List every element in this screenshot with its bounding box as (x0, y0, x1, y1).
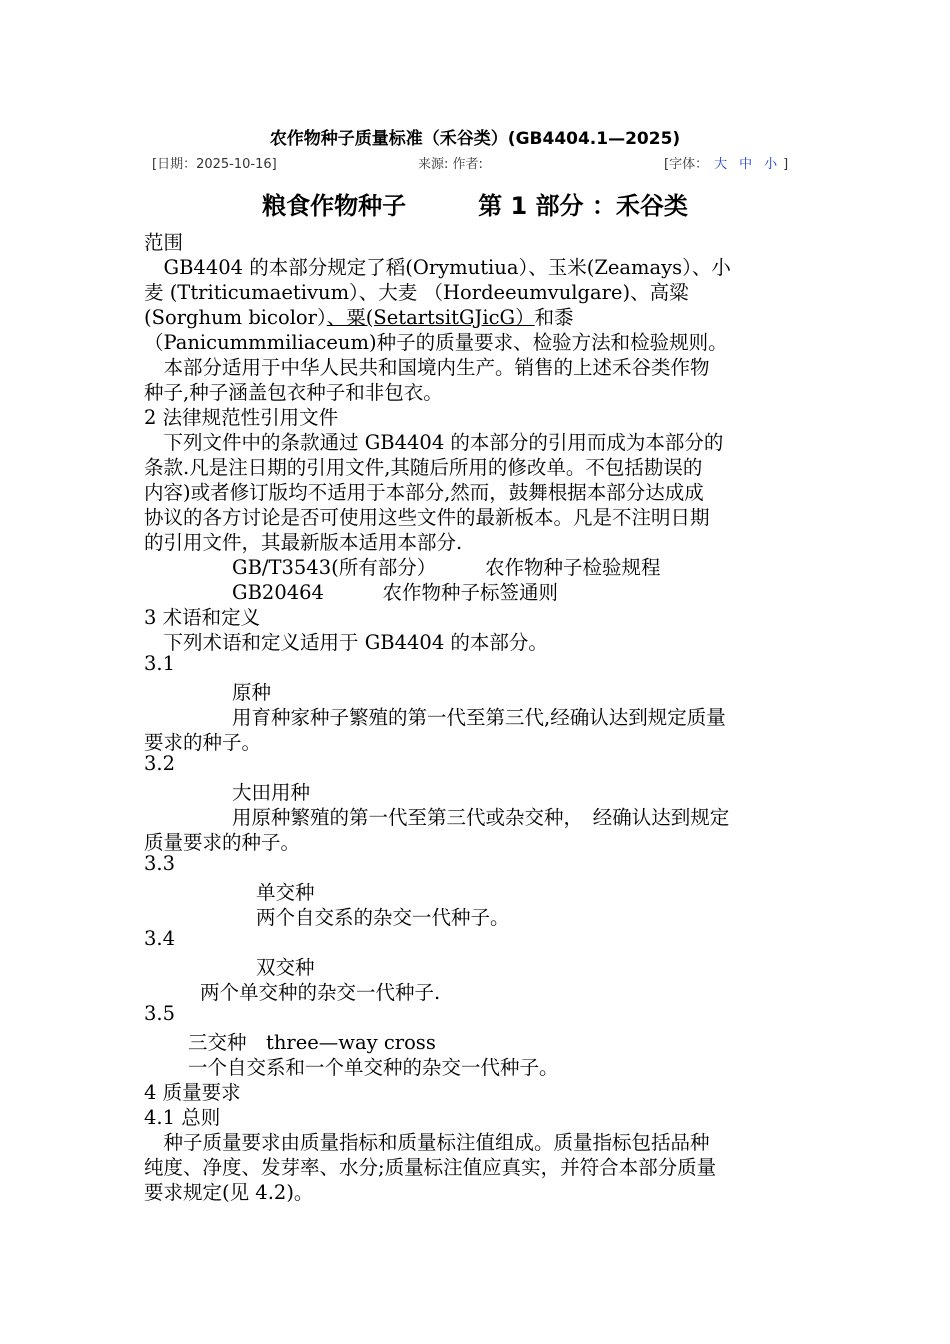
paragraph-line: 种子,种子涵盖包衣种子和非包衣。 (144, 381, 443, 404)
term-number: 3.3 (144, 852, 176, 875)
paragraph-line: 协议的各方讨论是否可使用这些文件的最新板本。凡是不注明日期 (144, 506, 710, 529)
font-size-label: [字体： (664, 157, 709, 172)
paragraph-line: 要求规定(见 4.2)。 (144, 1181, 314, 1204)
term-number: 3.2 (144, 752, 176, 775)
document-heading: 粮食作物种子 第 1 部分 ：禾谷类 (262, 192, 688, 220)
term-definition: 用原种繁殖的第一代至第三代或杂交种， 经确认达到规定 (232, 806, 730, 829)
paragraph-line: 下列术语和定义适用于 GB4404 的本部分。 (144, 631, 548, 654)
paragraph-line: GB4404 的本部分规定了稻(Orymutiua）、玉米(Zeamays）、小 (144, 256, 731, 279)
paragraph-line: 条款.凡是注日期的引用文件,其随后所用的修改单。不包括勘误的 (144, 456, 703, 479)
term-definition: 质量要求的种子。 (144, 831, 301, 854)
term-definition: 用育种家种子繁殖的第一代至第三代,经确认达到规定质量 (232, 706, 726, 729)
term-name: 双交种 (256, 956, 315, 979)
paragraph-line: 内容)或者修订版均不适用于本部分,然而，鼓舞根据本部分达成成 (144, 481, 704, 504)
font-size-medium-link[interactable]: 中 (739, 157, 753, 172)
subsection-heading: 4.1 总则 (144, 1106, 221, 1129)
font-size-small-link[interactable]: 小 (764, 157, 778, 172)
term-name: 三交种 three—way cross (188, 1031, 436, 1054)
term-number: 3.4 (144, 927, 176, 950)
term-definition: 两个单交种的杂交一代种子. (200, 981, 441, 1004)
species-name: 和黍 (534, 306, 574, 329)
term-name: 大田用种 (232, 781, 311, 804)
paragraph-line: （Panicummmiliaceum)种子的质量要求、检验方法和检验规则。 (144, 331, 728, 354)
term-definition: 一个自交系和一个单交种的杂交一代种子。 (188, 1056, 559, 1079)
term-definition: 两个自交系的杂交一代种子。 (256, 906, 510, 929)
paragraph-line (144, 302, 574, 330)
paragraph-line: 的引用文件，其最新版本适用本部分. (144, 531, 463, 554)
page-title: 农作物种子质量标准（禾谷类）(GB4404.1—2025) (269, 129, 681, 149)
term-name: 单交种 (256, 881, 315, 904)
font-size-bracket: ] (783, 157, 789, 172)
font-size-large-link[interactable]: 大 (714, 157, 728, 172)
font-size-selector (664, 153, 788, 172)
paragraph-line: 麦 (Ttriticumaetivum）、大麦 （Hordeeumvulgare)、高粱 (144, 281, 689, 304)
section-heading: 2 法律规范性引用文件 (144, 406, 339, 429)
term-definition: 要求的种子。 (144, 731, 262, 754)
section-heading: 3 术语和定义 (144, 606, 261, 629)
term-name: 原种 (232, 681, 272, 704)
reference-item: GB/T3543(所有部分） 农作物种子检验规程 (232, 556, 661, 579)
section-scope-heading: 范围 (144, 231, 184, 254)
species-name: (Sorghum bicolor） (144, 306, 327, 329)
term-number: 3.1 (144, 652, 176, 675)
paragraph-line: 种子质量要求由质量指标和质量标注值组成。质量指标包括品种 (144, 1131, 710, 1154)
date-label: [日期：2025-10-16] (152, 157, 277, 172)
section-heading: 4 质量要求 (144, 1081, 241, 1104)
paragraph-line: 下列文件中的条款通过 GB4404 的本部分的引用而成为本部分的 (144, 431, 724, 454)
paragraph-line: 纯度、净度、发芽率、水分;质量标注值应真实，并符合本部分质量 (144, 1156, 717, 1179)
paragraph-line: 本部分适用于中华人民共和国境内生产。销售的上述禾谷类作物 (144, 356, 710, 379)
species-name-underlined: 、粟(SetartsitGJicG） (326, 306, 535, 329)
reference-item: GB20464 农作物种子标签通则 (232, 581, 558, 604)
source-label: 来源: 作者: (418, 157, 483, 172)
term-number: 3.5 (144, 1002, 176, 1025)
